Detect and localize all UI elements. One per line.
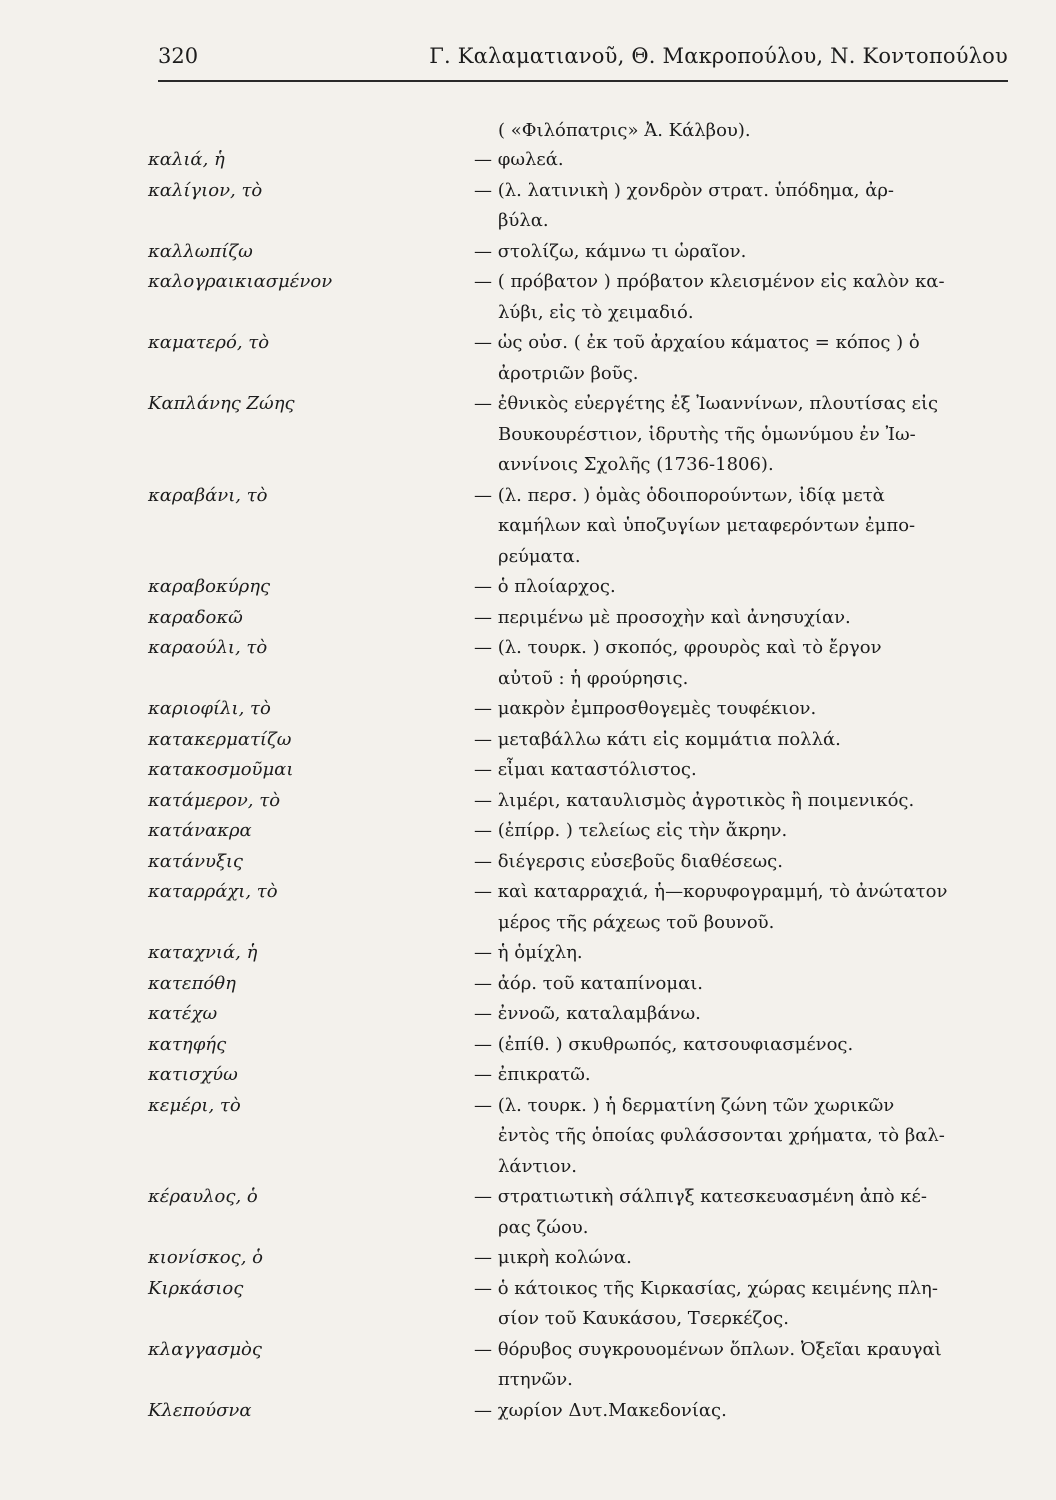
entry-definition: — στολίζω, κάμνω τι ὡραῖον. [474,240,747,262]
entry-headword: καταχνιά, ἡ [148,942,258,963]
entry-headword: κέραυλος, ὁ [148,1186,258,1207]
entry-definition-continuation: αὐτοῦ : ἡ φρούρησις. [498,667,689,689]
entry-headword: κατακοσμοῦμαι [148,759,294,780]
entry-headword: καραβάνι, τὸ [148,484,268,506]
entry-headword: κατηφής [148,1033,227,1055]
entry-headword: κλαγγασμὸς [148,1338,262,1360]
entry-headword: κατάνακρα [148,820,252,841]
entry-definition: — μεταβάλλω κάτι εἰς κομμάτια πολλά. [474,728,841,750]
entry-headword: κατάμερον, τὸ [148,789,281,811]
entry-definition: — ( πρόβατον ) πρόβατον κλεισμένον εἰς καλὸν κα- [474,271,945,292]
entry-definition: — μικρὴ κολώνα. [474,1247,632,1268]
entry-definition: — ὡς οὐσ. ( ἐκ τοῦ ἀρχαίου κάματος = κόπος ) ὁ [474,332,920,353]
entry-definition-continuation: ρεύματα. [498,545,581,567]
entry-definition-continuation: ρας ζώου. [498,1216,589,1238]
entry-headword: κατακερματίζω [148,728,292,750]
entry-definition-continuation: μέρος τῆς ράχεως τοῦ βουνοῦ. [498,911,775,933]
page-number: 320 [158,44,199,68]
continuation-line: ( «Φιλόπατρις» Ἀ. Κάλβου). [498,120,751,141]
entry-definition: — ἐννοῶ, καταλαμβάνω. [474,1003,701,1024]
entry-headword: κατεπόθη [148,972,236,994]
entry-definition: — ἐθνικὸς εὐεργέτης ἐξ Ἰωαννίνων, πλουτίσας εἰς [474,393,939,414]
entry-headword: καματερό, τὸ [148,332,270,353]
entry-headword: καραούλι, τὸ [148,637,268,658]
entry-headword: καραβοκύρης [148,576,271,597]
entry-definition: — (ἐπίρρ. ) τελείως εἰς τὴν ἄκρην. [474,820,788,841]
entry-definition-continuation: καμήλων καὶ ὑποζυγίων μεταφερόντων ἐμπο- [498,515,916,536]
entry-headword: καλογραικιασμένον [148,271,333,292]
entry-definition: — μακρὸν ἐμπροσθογεμὲς τουφέκιον. [474,698,817,719]
entry-definition-continuation: σίον τοῦ Καυκάσου, Τσερκέζος. [498,1308,789,1329]
entry-headword: καριοφίλι, τὸ [148,698,271,719]
entry-headword: κατάνυξις [148,850,244,872]
entry-definition: — (λ. λατινικὴ ) χονδρὸν στρατ. ὑπόδημα, ἀρ- [474,179,895,201]
entry-headword: κατέχω [148,1003,218,1024]
entry-definition-continuation: ἀροτριῶν βοῦς. [498,362,639,384]
entry-definition-continuation: πτηνῶν. [498,1369,573,1390]
entry-definition: — στρατιωτικὴ σάλπιγξ κατεσκευασμένη ἀπὸ κέ- [474,1186,927,1207]
entry-definition-continuation: ἐντὸς τῆς ὁποίας φυλάσσονται χρήματα, τὸ βαλ- [498,1125,945,1146]
entry-definition: — (λ. περσ. ) ὁμὰς ὁδοιπορούντων, ἰδίᾳ μετὰ [474,484,885,506]
entry-definition: — θόρυβος συγκρουομένων ὅπλων. Ὀξεῖαι κραυγαὶ [474,1338,942,1360]
entry-definition: — ἡ ὁμίχλη. [474,942,583,963]
entry-definition: — λιμέρι, καταυλισμὸς ἀγροτικὸς ἢ ποιμενικός. [474,789,915,811]
entry-headword: Κλεπούσνα [148,1399,252,1421]
entry-definition: — ὁ πλοίαρχος. [474,576,616,597]
entry-definition: — φωλεά. [474,149,564,170]
entry-definition: — ἀόρ. τοῦ καταπίνομαι. [474,972,704,994]
entry-definition: — ἐπικρατῶ. [474,1064,591,1085]
entry-definition: — (λ. τουρκ. ) ἡ δερματίνη ζώνη τῶν χωρικῶν [474,1094,895,1116]
entry-headword: κιονίσκος, ὁ [148,1247,263,1268]
entry-definition-continuation: αννίνοις Σχολῆς (1736-1806). [498,454,774,475]
entry-headword: κατισχύω [148,1064,238,1085]
entry-definition: — διέγερσις εὐσεβοῦς διαθέσεως. [474,850,783,872]
running-title: Γ. Καλαματιανοῦ, Θ. Μακροπούλου, Ν. Κοντοπούλου [429,44,1008,68]
entry-definition-continuation: Βουκουρέστιον, ἱδρυτὴς τῆς ὁμωνύμου ἐν Ἰω- [498,423,916,445]
entry-definition: — (ἐπίθ. ) σκυθρωπός, κατσουφιασμένος. [474,1033,854,1055]
entry-headword: κεμέρι, τὸ [148,1094,241,1116]
entry-definition: — (λ. τουρκ. ) σκοπός, φρουρὸς καὶ τὸ ἔργον [474,637,882,658]
entry-headword: Κιρκάσιος [148,1277,244,1299]
entry-definition: — ὁ κάτοικος τῆς Κιρκασίας, χώρας κειμένης πλη- [474,1277,938,1299]
entry-headword: καλλωπίζω [148,240,253,262]
entry-definition: — καὶ καταρραχιά, ἡ—κορυφογραμμή, τὸ ἀνώτατον [474,881,948,902]
entry-headword: καραδοκῶ [148,606,243,628]
entry-definition-continuation: λύβι, εἰς τὸ χειμαδιό. [498,301,694,323]
entry-headword: καλίγιον, τὸ [148,179,263,201]
entry-definition-continuation: λάντιον. [498,1155,578,1177]
entry-definition: — περιμένω μὲ προσοχὴν καὶ ἀνησυχίαν. [474,606,851,628]
entry-definition: — χωρίον Δυτ.Μακεδονίας. [474,1399,727,1421]
entry-headword: καταρράχι, τὸ [148,881,278,902]
entry-headword: Καπλάνης Ζώης [148,393,295,414]
entry-headword: καλιά, ἡ [148,149,225,170]
entry-definition: — εἶμαι καταστόλιστος. [474,759,697,780]
entry-definition-continuation: βύλα. [498,210,549,231]
